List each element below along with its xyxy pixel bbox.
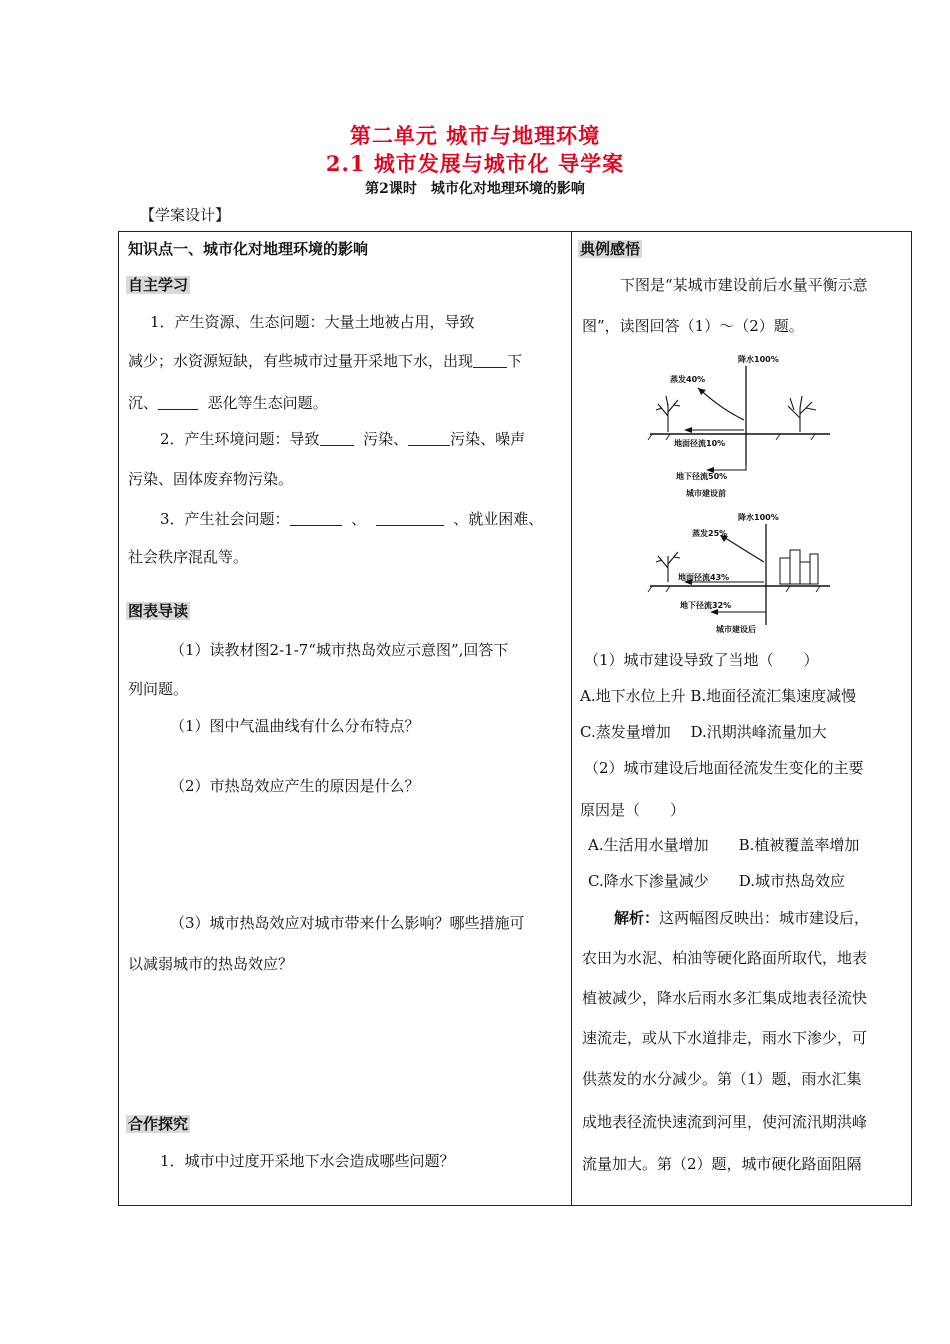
- mc-question-1: （1）城市建设导致了当地（ ）: [584, 651, 819, 669]
- cooperate-heading: 合作探究: [128, 1115, 189, 1133]
- example-intro-line2: 图”，读图回答（1）～（2）题。: [582, 317, 804, 335]
- after-rain-label: 降水100%: [738, 513, 779, 522]
- before-under-label: 地下径流50%: [676, 472, 728, 481]
- blank-5[interactable]: [290, 510, 342, 526]
- blank-3[interactable]: [320, 430, 354, 446]
- question-1: （1）图中气温曲线有什么分布特点？: [170, 717, 420, 735]
- before-evap-label: 蒸发40%: [670, 375, 706, 384]
- mc-q2-options-ab: A.生活用水量增加 B.植被覆盖率增加: [588, 836, 860, 854]
- after-caption: 城市建设后: [716, 625, 756, 634]
- item3-line1: 3．产生社会问题： 、 、就业困难、: [160, 510, 544, 528]
- example-intro-line1: 下图是“某城市建设前后水量平衡示意: [620, 276, 868, 294]
- column-divider: [571, 231, 572, 1206]
- question-2: （2）市热岛效应产生的原因是什么？: [170, 777, 420, 795]
- mc-question-2-line1: （2）城市建设后地面径流发生变化的主要: [584, 759, 864, 777]
- analysis-line1: 解析：这两幅图反映出：城市建设后，: [614, 909, 870, 927]
- water-balance-figure: [640, 350, 840, 640]
- before-caption: 城市建设前: [686, 489, 726, 498]
- cooperate-question-1: 1．城市中过度开采地下水会造成哪些问题？: [160, 1152, 455, 1170]
- before-rain-label: 降水100%: [738, 355, 779, 364]
- blank-6[interactable]: [376, 510, 444, 526]
- analysis-line2: 农田为水泥、柏油等硬化路面所取代，地表: [582, 949, 868, 967]
- mc-question-2-line2: 原因是（ ）: [580, 801, 686, 819]
- item1-line2: 减少；水资源短缺，有些城市过量开采地下水，出现 下: [128, 352, 523, 370]
- analysis-line6: 成地表径流快速流到河里，使河流汛期洪峰: [582, 1113, 868, 1131]
- after-surface-label: 地面径流43%: [678, 573, 730, 582]
- blank-1[interactable]: [473, 352, 507, 368]
- tree-icon: [788, 396, 816, 432]
- right-heading: 典例感悟: [580, 240, 641, 258]
- item2-line1: 2．产生环境问题：导致 污染、 污染、噪声: [160, 430, 526, 448]
- self-study-heading: 自主学习: [128, 276, 189, 294]
- chart-reading-intro-line2: 列问题。: [128, 680, 189, 698]
- before-surface-label: 地面径流10%: [674, 439, 726, 448]
- after-under-label: 地下径流32%: [680, 601, 732, 610]
- question-3-line2: 以减弱城市的热岛效应？: [128, 955, 294, 973]
- chart-reading-heading: 图表导读: [128, 602, 189, 620]
- blank-4[interactable]: [408, 430, 450, 446]
- item1-line1: 1．产生资源、生态问题：大量土地被占用，导致: [150, 313, 475, 331]
- section-label: 【学案设计】: [140, 206, 231, 224]
- item3-line2: 社会秩序混乱等。: [128, 548, 249, 566]
- buildings-icon: [780, 550, 818, 584]
- tree-icon: [656, 396, 680, 432]
- mc-q2-options-cd: C.降水下渗量减少 D.城市热岛效应: [588, 872, 845, 890]
- item1-line3: 沉、 恶化等生态问题。: [128, 394, 328, 412]
- blank-2[interactable]: [158, 394, 198, 410]
- tree-icon: [656, 552, 680, 582]
- mc-q1-options-ab: A.地下水位上升 B.地面径流汇集速度减慢: [580, 687, 857, 705]
- question-3-line1: （3）城市热岛效应对城市带来什么影响？哪些措施可: [170, 914, 525, 932]
- analysis-line4: 速流走，或从下水道排走，雨水下渗少，可: [582, 1029, 868, 1047]
- unit-title: 第二单元 城市与地理环境: [349, 123, 601, 148]
- period-title: 第2课时 城市化对地理环境的影响: [365, 181, 585, 197]
- lesson-title: 2.1 城市发展与城市化 导学案: [325, 151, 625, 176]
- chart-reading-intro-line1: （1）读教材图2-1-7“城市热岛效应示意图”,回答下: [170, 641, 509, 659]
- left-heading: 知识点一、城市化对地理环境的影响: [128, 240, 369, 258]
- after-evap-label: 蒸发25%: [692, 529, 728, 538]
- analysis-line3: 植被减少，降水后雨水多汇集成地表径流快: [582, 989, 868, 1007]
- item2-line2: 污染、固体废弃物污染。: [128, 470, 294, 488]
- analysis-line5: 供蒸发的水分减少。第（1）题，雨水汇集: [582, 1070, 862, 1088]
- analysis-line7: 流量加大。第（2）题，城市硬化路面阻隔: [582, 1155, 862, 1173]
- mc-q1-options-cd: C.蒸发量增加 D.汛期洪峰流量加大: [580, 723, 827, 741]
